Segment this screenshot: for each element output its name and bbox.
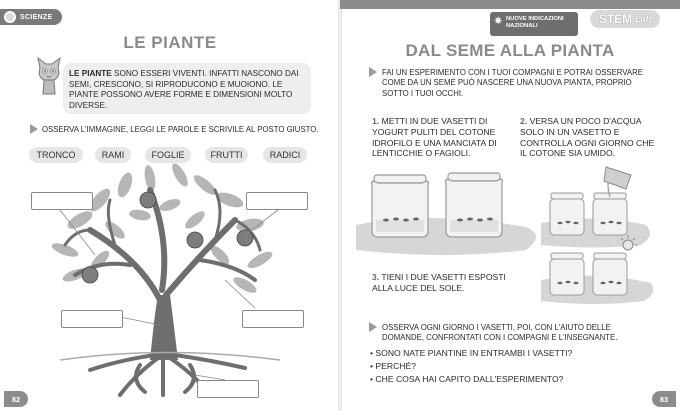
instruction-arrow-icon [30, 124, 38, 134]
question-text: CHE COSA HAI CAPITO DALL'ESPERIMENTO? [375, 374, 564, 384]
word-chip-tronco: TRONCO [29, 147, 83, 163]
intro-box [63, 63, 311, 114]
step-1-text: METTI IN DUE VASETTI DI YOGURT PULITI DEL COTONE IDROFILO E UNA MANCIATA DI LENTICCHIE O FAGIOLI. [372, 116, 497, 159]
instruction-text: OSSERVA L'IMMAGINE, LEGGI LE PAROLE E SCRIVILE AL POSTO GIUSTO. [42, 125, 319, 134]
answer-box-3[interactable] [61, 310, 123, 328]
cotton-1 [376, 220, 424, 232]
observe-text: OSSERVA OGNI GIORNO I VASETTI, POI, CON L'AIUTO DELLE DOMANDE, CONFRONTATI CON I COMPAGNI E L'INSEGNANTE. [382, 323, 618, 343]
observe-arrow-icon [369, 322, 377, 332]
word-chip-rami: RAMI [95, 147, 131, 163]
step-1 [372, 116, 510, 159]
stem-logo-main: STEM [598, 12, 633, 26]
intro-text: SONO ESSERI VIVENTI. INFATTI NASCONO DAI SEMI, CRESCONO, SI RIPRODUCONO E MUOIONO. LE PIANTE POSSONO AVERE FORME E DIMENSIONI MOLTO DIVERSE. [69, 69, 299, 110]
page-title: LE PIANTE [123, 33, 217, 52]
stem-logo-sub: Lab [635, 14, 652, 24]
cotton-2 [450, 220, 498, 232]
intro-bold: LE PIANTE [69, 69, 112, 78]
small-jar-1 [550, 193, 584, 235]
step-2 [520, 116, 660, 159]
stem-header-bar [340, 0, 680, 9]
word-chip-foglie: FOGLIE [145, 147, 191, 163]
answer-box-2[interactable] [246, 192, 308, 210]
answer-box-5[interactable] [197, 380, 259, 398]
question-list [370, 348, 660, 384]
answer-box-1[interactable] [31, 192, 93, 210]
page-title-right: DAL SEME ALLA PIANTA [405, 41, 615, 60]
small-jar-4 [593, 253, 627, 295]
intro-text-right: FAI UN ESPERIMENTO CON I TUOI COMPAGNI E POTRAI OSSERVARE COME DA UN SEME PUÒ NASCERE UNA NUOVA PIANTA, PROPRIO SOTTO I TUOI OCCHI. [382, 68, 643, 98]
page-number-right: 83 [652, 391, 676, 407]
question-text: PERCHÉ? [375, 361, 416, 371]
step-1-number: 1. [372, 116, 380, 126]
word-chip-radici: RADICI [263, 147, 307, 163]
step-2-text: VERSA UN POCO D'ACQUA SOLO IN UN VASETTO E CONTROLLA OGNI GIORNO CHE IL COTONE SIA UMIDO. [520, 116, 655, 159]
page-number-left: 82 [4, 391, 28, 407]
star-icon: ✷ [494, 16, 503, 27]
answer-box-4[interactable] [242, 310, 304, 328]
question-item: • SONO NATE PIANTINE IN ENTRAMBI I VASETTI? [370, 348, 573, 358]
subject-icon [4, 11, 16, 23]
question-text: SONO NATE PIANTINE IN ENTRAMBI I VASETTI? [375, 348, 573, 358]
badge-text: NUOVE INDICAZIONI NAZIONALI [506, 16, 564, 29]
cat-mascot-icon [34, 56, 64, 96]
question-item: • CHE COSA HAI CAPITO DALL'ESPERIMENTO? [370, 374, 564, 384]
tree-trunk [150, 295, 178, 360]
word-chip-frutti: FRUTTI [205, 147, 248, 163]
step-2-number: 2. [520, 116, 528, 126]
intro-arrow-icon [369, 67, 377, 77]
small-jar-2 [593, 193, 627, 235]
page-gutter [338, 0, 342, 411]
badge-nuove-indicazioni [490, 12, 578, 36]
step-3 [372, 272, 522, 294]
step-3-text: TIENI I DUE VASETTI ESPOSTI ALLA LUCE DEL SOLE. [372, 272, 506, 293]
stem-lab-logo [590, 10, 660, 28]
question-item: • PERCHÉ? [370, 361, 416, 371]
subject-label: SCIENZE [20, 13, 53, 21]
step-3-number: 3. [372, 272, 380, 282]
small-jar-3 [550, 253, 584, 295]
subject-tab [0, 9, 62, 25]
